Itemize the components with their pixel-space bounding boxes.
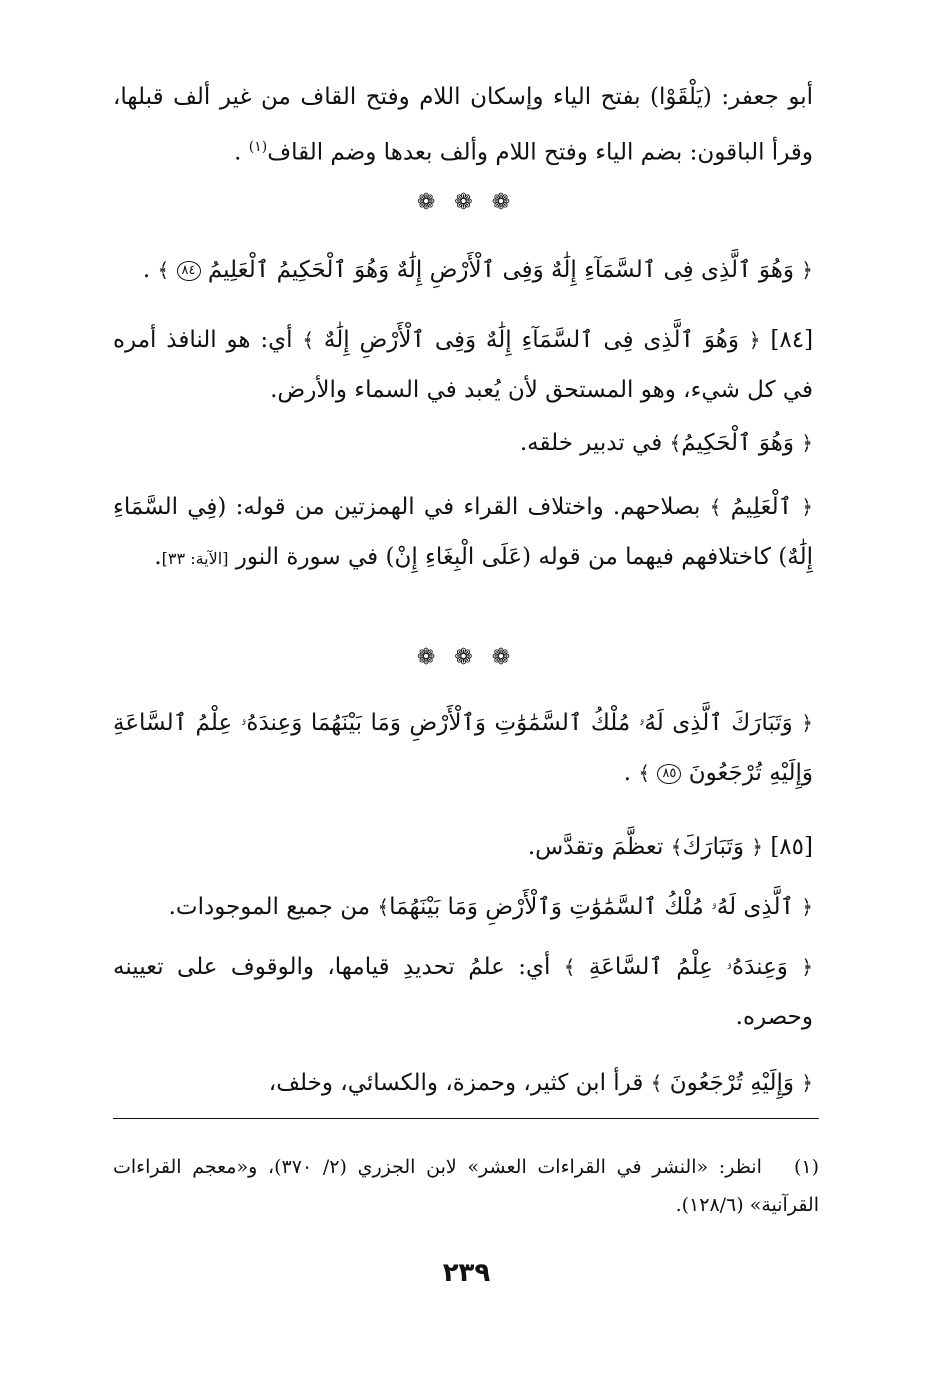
commentary-84-b: ﴿ وَهُوَ ٱلْحَكِيمُ﴾ في تدبير خلقه. bbox=[519, 430, 813, 456]
commentary-84-c: ﴿ ٱلْعَلِيمُ ﴾ بصلاحهم. واختلاف القراء في الهمزتين من قوله: (فِي السَّمَاءِ إِلَٰهٌ) كاختلافهم فيهما من قوله (عَلَى الْبِغَاءِ إِنْ) في سورة النور [الآية: ٣٣]. bbox=[113, 494, 814, 570]
commentary-text: أي: علمُ تحديدِ قيامها، والوقوف على تعيينه وحصره. bbox=[113, 954, 813, 1030]
footnote-text: انظر: «النشر في القراءات العشر» لابن الجزري (٢/ ٣٧٠)، و«معجم القراءات القرآنية» (١٢٨/٦). bbox=[113, 1156, 819, 1216]
quoted-verse: وَتَبَارَكَ bbox=[682, 834, 744, 860]
commentary-text: بصلاحهم. واختلاف القراء في الهمزتين من قوله: (فِي السَّمَاءِ إِلَٰهٌ) كاختلافهم فيهما من قوله (عَلَى الْبِغَاءِ إِنْ) في سورة النور bbox=[113, 494, 813, 570]
commentary-85-d: ﴿ وَإِلَيْهِ تُرْجَعُونَ ﴾ قرأ ابن كثير، وحمزة، والكسائي، وخلف، bbox=[268, 1070, 813, 1096]
footnote bbox=[113, 1148, 819, 1224]
commentary-84-a: [٨٤] ﴿ وَهُوَ ٱلَّذِى فِى ٱلسَّمَآءِ إِلَٰهٌ وَفِى ٱلْأَرْضِ إِلَٰهٌ ﴾ أي: هو النافذ أمره في كل شيء، وهو المستحق لأن يُعبد في السماء والأرض. bbox=[113, 327, 814, 403]
quoted-verse: وَعِندَهُۥ عِلْمُ ٱلسَّاعَةِ bbox=[588, 954, 788, 980]
quoted-verse: وَإِلَيْهِ تُرْجَعُونَ bbox=[669, 1070, 794, 1096]
commentary-number: [٨٥] bbox=[770, 834, 813, 860]
commentary-text: في تدبير خلقه. bbox=[519, 430, 663, 456]
verse-text: وَتَبَارَكَ ٱلَّذِى لَهُۥ مُلْكُ ٱلسَّمَٰوَٰتِ وَٱلْأَرْضِ وَمَا بَيْنَهُمَا وَعِندَهُۥ عِلْمُ ٱلسَّاعَةِ وَإِلَيْهِ تُرْجَعُونَ bbox=[113, 710, 813, 786]
quran-verse-85: ﴿ وَتَبَارَكَ ٱلَّذِى لَهُۥ مُلْكُ ٱلسَّمَٰوَٰتِ وَٱلْأَرْضِ وَمَا بَيْنَهُمَا وَعِندَهُۥ عِلْمُ ٱلسَّاعَةِ وَإِلَيْهِ تُرْجَعُونَ ٨٥ ﴾ . bbox=[113, 710, 814, 786]
paragraph-readings-intro: أبو جعفر: (يَلْقَوْا) بفتح الياء وإسكان اللام وفتح القاف من غير ألف قبلها، وقرأ الباقون: بضم الياء وفتح اللام وألف بعدها وضم القاف$^{(١)}$ . bbox=[113, 84, 813, 166]
commentary-text: تعظَّمَ وتقدَّس. bbox=[527, 834, 664, 860]
quran-verse-84: ﴿ وَهُوَ ٱلَّذِى فِى ٱلسَّمَآءِ إِلَٰهٌ وَفِى ٱلْأَرْضِ إِلَٰهٌ وَهُوَ ٱلْحَكِيمُ ٱلْعَلِيمُ ٨٤ ﴾ . bbox=[142, 257, 813, 283]
verse-open-bracket: ﴿ bbox=[801, 258, 813, 282]
section-divider-stars: ❁ ❁ ❁ bbox=[416, 190, 517, 215]
commentary-85-c: ﴿ وَعِندَهُۥ عِلْمُ ٱلسَّاعَةِ ﴾ أي: علمُ تحديدِ قيامها، والوقوف على تعيينه وحصره. bbox=[113, 954, 814, 1030]
verse-reference: [الآية: ٣٣] bbox=[161, 549, 229, 568]
commentary-text: أي: هو النافذ أمره في كل شيء، وهو المستحق لأن يُعبد في السماء والأرض. bbox=[113, 327, 813, 403]
commentary-85-a: [٨٥] ﴿ وَتَبَارَكَ﴾ تعظَّمَ وتقدَّس. bbox=[527, 834, 813, 860]
commentary-text: من جميع الموجودات. bbox=[168, 894, 371, 920]
verse-close-bracket: ﴾ bbox=[157, 258, 170, 282]
quoted-verse: ٱلَّذِى لَهُۥ مُلْكُ ٱلسَّمَٰوَٰتِ وَٱلْأَرْضِ وَمَا بَيْنَهُمَا bbox=[389, 894, 794, 920]
quoted-verse: وَهُوَ ٱلَّذِى فِى ٱلسَّمَآءِ إِلَٰهٌ وَفِى ٱلْأَرْضِ إِلَٰهٌ bbox=[323, 327, 739, 353]
quoted-verse: ٱلْعَلِيمُ bbox=[730, 494, 793, 520]
commentary-85-b: ﴿ ٱلَّذِى لَهُۥ مُلْكُ ٱلسَّمَٰوَٰتِ وَٱلْأَرْضِ وَمَا بَيْنَهُمَا﴾ من جميع الموجودات. bbox=[168, 894, 813, 920]
page-number: ٢٣٩ bbox=[442, 1258, 491, 1288]
verse-open-bracket: ﴿ bbox=[801, 711, 814, 735]
verse-number-marker: ٨٤ bbox=[177, 261, 201, 281]
quoted-verse: وَهُوَ ٱلْحَكِيمُ bbox=[681, 430, 794, 456]
footnote-ref: (١) bbox=[248, 139, 268, 155]
footnote-separator bbox=[113, 1118, 819, 1119]
section-divider-stars: ❁ ❁ ❁ bbox=[416, 645, 517, 670]
verse-number-marker: ٨٥ bbox=[657, 764, 681, 784]
paragraph-text: أبو جعفر: (يَلْقَوْا) بفتح الياء وإسكان اللام وفتح القاف من غير ألف قبلها، وقرأ الباقون: بضم الياء وفتح اللام وألف بعدها وضم القاف bbox=[113, 84, 813, 166]
verse-text: وَهُوَ ٱلَّذِى فِى ٱلسَّمَآءِ إِلَٰهٌ وَفِى ٱلْأَرْضِ إِلَٰهٌ وَهُوَ ٱلْحَكِيمُ ٱلْعَلِيمُ bbox=[207, 257, 794, 283]
verse-close-bracket: ﴾ bbox=[638, 761, 651, 785]
commentary-text: قرأ ابن كثير، وحمزة، والكسائي، وخلف، bbox=[268, 1070, 644, 1096]
footnote-number: (١) bbox=[793, 1156, 820, 1178]
commentary-number: [٨٤] bbox=[770, 327, 814, 353]
